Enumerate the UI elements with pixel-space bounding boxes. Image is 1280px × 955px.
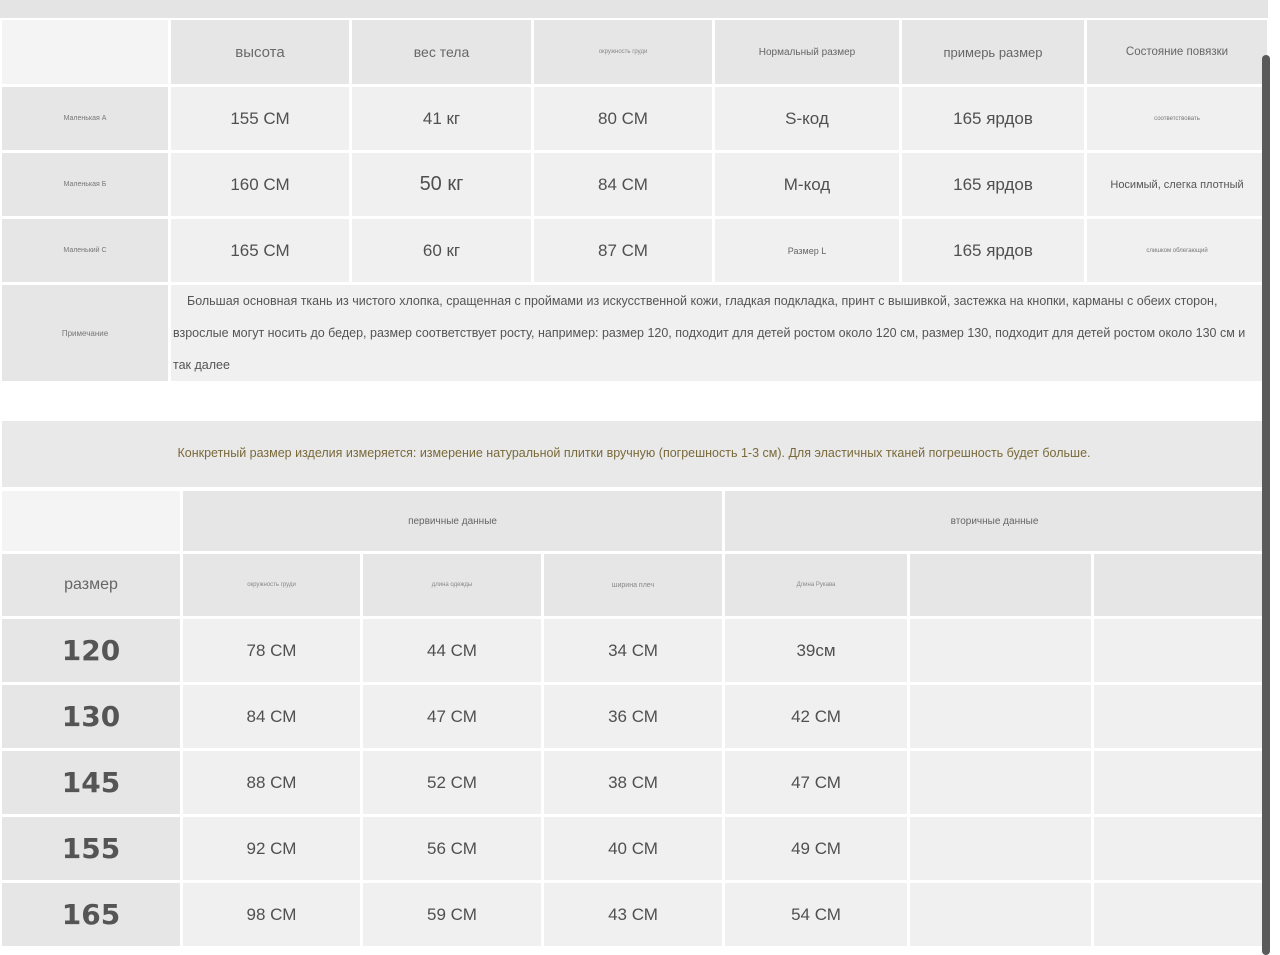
cell-shoulder: 36 СМ — [544, 685, 722, 748]
table1-row-b — [2, 153, 1267, 216]
note-text: Большая основная ткань из чистого хлопка, сращенная с проймами из искусственной кожи, гладкая подкладка, принт с вышивкой, застежка на кнопки, карманы с обеих сторон, взрослые могут носить до бедер, размер соответствует росту, например: размер 120, подходит для детей ростом около 120 см, размер 130, подходит для детей ростом около 130 см и так далее — [173, 294, 1246, 372]
table2-row-155 — [2, 817, 1264, 880]
col-empty-1 — [910, 554, 1091, 616]
table1-corner-cell — [2, 20, 168, 84]
table2-corner-cell — [2, 491, 180, 551]
top-strip — [0, 0, 1268, 18]
cell-empty — [910, 817, 1091, 880]
col-shoulder: ширина плеч — [544, 554, 722, 616]
cell-length: 44 СМ — [363, 619, 541, 682]
cell-sleeve: 42 СМ — [725, 685, 907, 748]
row-label: Маленький С — [2, 219, 168, 282]
header-chest: окружность груди — [534, 20, 712, 84]
cell-empty — [1094, 817, 1264, 880]
cell-empty — [910, 751, 1091, 814]
cell-empty — [1094, 751, 1264, 814]
cell-height: 165 СМ — [171, 219, 349, 282]
cell-fit-state: соответствовать — [1087, 87, 1267, 150]
cell-chest: 80 СМ — [534, 87, 712, 150]
vertical-scrollbar[interactable] — [1262, 55, 1270, 955]
cell-normal-size: S-код — [715, 87, 899, 150]
header-normal-size: Нормальный размер — [715, 20, 899, 84]
size-value: 130 — [2, 685, 180, 748]
table2-row-165 — [2, 883, 1264, 946]
group-primary-data: первичные данные — [183, 491, 722, 551]
cell-try-size: 165 ярдов — [902, 87, 1084, 150]
table1-header-row — [2, 20, 1267, 84]
col-chest: окружность груди — [183, 554, 360, 616]
cell-shoulder: 38 СМ — [544, 751, 722, 814]
note-cell — [171, 285, 1267, 381]
header-fit-state: Состояние повязки — [1087, 20, 1267, 84]
cell-length: 59 СМ — [363, 883, 541, 946]
cell-weight: 41 кг — [352, 87, 531, 150]
header-try-size: примерь размер — [902, 20, 1084, 84]
row-label: Маленькая Б — [2, 153, 168, 216]
cell-sleeve: 39см — [725, 619, 907, 682]
cell-length: 52 СМ — [363, 751, 541, 814]
measurement-note-banner: Конкретный размер изделия измеряется: измерение натуральной плитки вручную (погрешность 1-3 см). Для эластичных тканей погрешность будет больше. — [2, 421, 1266, 487]
size-value: 120 — [2, 619, 180, 682]
cell-fit-state: Носимый, слегка плотный — [1087, 153, 1267, 216]
table2-column-row — [2, 554, 1264, 616]
col-empty-2 — [1094, 554, 1264, 616]
cell-try-size: 165 ярдов — [902, 219, 1084, 282]
col-length: длина одежды — [363, 554, 541, 616]
table1-row-a — [2, 87, 1267, 150]
cell-height: 155 СМ — [171, 87, 349, 150]
cell-chest: 78 СМ — [183, 619, 360, 682]
size-value: 155 — [2, 817, 180, 880]
note-label: Примечание — [2, 285, 168, 381]
size-value: 145 — [2, 751, 180, 814]
cell-chest: 87 СМ — [534, 219, 712, 282]
table1-note-row — [2, 285, 1267, 381]
group-secondary-data: вторичные данные — [725, 491, 1264, 551]
cell-sleeve: 49 СМ — [725, 817, 907, 880]
cell-sleeve: 47 СМ — [725, 751, 907, 814]
cell-empty — [910, 619, 1091, 682]
garment-size-table — [0, 488, 1267, 949]
cell-sleeve: 54 СМ — [725, 883, 907, 946]
cell-chest: 88 СМ — [183, 751, 360, 814]
cell-shoulder: 34 СМ — [544, 619, 722, 682]
header-height: высота — [171, 20, 349, 84]
cell-empty — [910, 883, 1091, 946]
row-label: Маленькая А — [2, 87, 168, 150]
col-sleeve: Длина Рукава — [725, 554, 907, 616]
cell-height: 160 СМ — [171, 153, 349, 216]
cell-normal-size: Размер L — [715, 219, 899, 282]
header-weight: вес тела — [352, 20, 531, 84]
cell-normal-size: М-код — [715, 153, 899, 216]
table2-row-120 — [2, 619, 1264, 682]
cell-empty — [1094, 685, 1264, 748]
body-size-table — [0, 17, 1270, 384]
table2-group-row — [2, 491, 1264, 551]
cell-shoulder: 43 СМ — [544, 883, 722, 946]
cell-weight: 60 кг — [352, 219, 531, 282]
cell-weight: 50 кг — [352, 153, 531, 216]
cell-empty — [1094, 619, 1264, 682]
cell-length: 56 СМ — [363, 817, 541, 880]
cell-chest: 84 СМ — [534, 153, 712, 216]
cell-fit-state: слишком облегающий — [1087, 219, 1267, 282]
table2-row-130 — [2, 685, 1264, 748]
cell-empty — [1094, 883, 1264, 946]
cell-length: 47 СМ — [363, 685, 541, 748]
size-column-label: размер — [2, 554, 180, 616]
cell-empty — [910, 685, 1091, 748]
cell-chest: 92 СМ — [183, 817, 360, 880]
size-value: 165 — [2, 883, 180, 946]
cell-shoulder: 40 СМ — [544, 817, 722, 880]
cell-try-size: 165 ярдов — [902, 153, 1084, 216]
table1-row-c — [2, 219, 1267, 282]
table2-row-145 — [2, 751, 1264, 814]
cell-chest: 84 СМ — [183, 685, 360, 748]
cell-chest: 98 СМ — [183, 883, 360, 946]
